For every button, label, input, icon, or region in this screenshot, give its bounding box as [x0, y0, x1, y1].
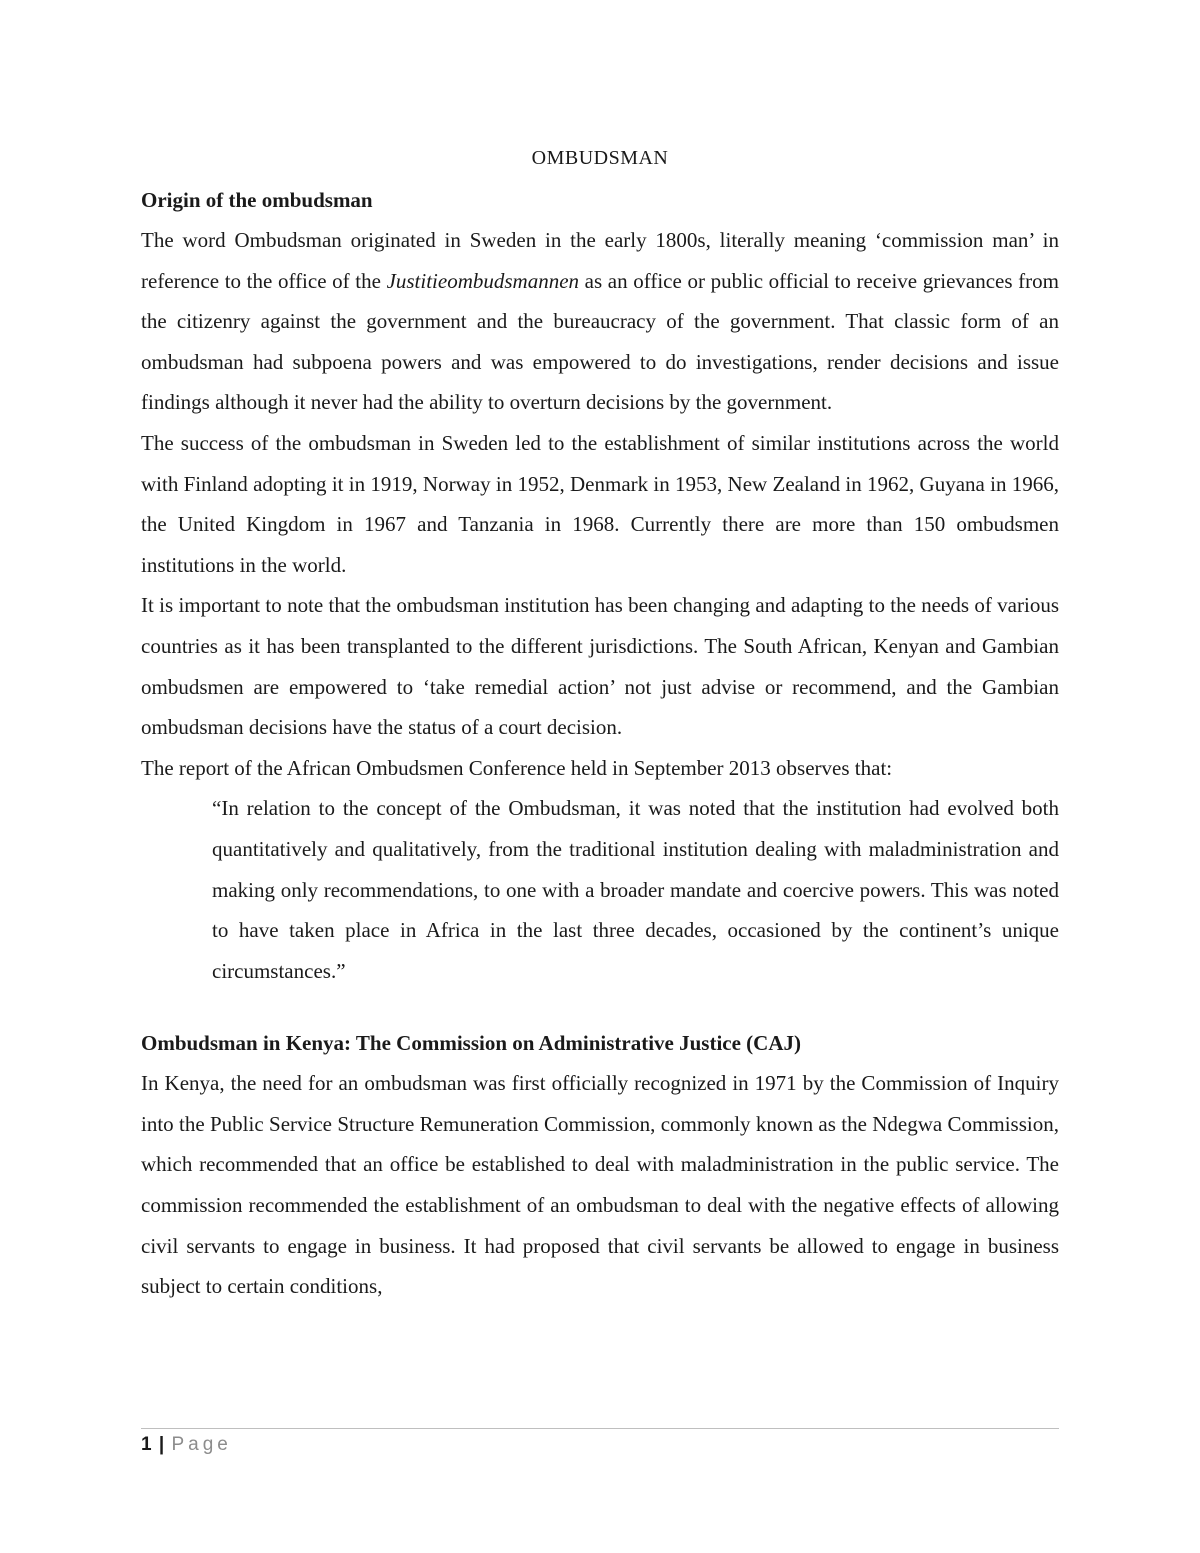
paragraph [141, 1063, 1059, 1307]
paragraph-text: as an office or public official to receive grievances from the citizenry against the government and the bureaucracy of the government. That classic form of an ombudsman had subpoena powers and was empowered to do investigations, render decisions and issue findings although it never had the ability to overturn decisions by the government. [141, 268, 1059, 415]
paragraph-text: In Kenya, the need for an ombudsman was first officially recognized in 1971 by the Commission of Inquiry into the Public Service Structure Remuneration Commission, commonly known as the Ndegwa Commission, which recommended that an office be established to deal with maladministration in the public service. The commission recommended the establishment of an ombudsman to deal with the negative effects of allowing civil servants to engage in business. It had proposed that civil servants be allowed to engage in business subject to certain conditions, [141, 1071, 1059, 1299]
page-label: Page [171, 1434, 232, 1455]
page-footer [141, 1433, 232, 1457]
section-origin [141, 180, 1059, 991]
section-kenya [141, 1023, 1059, 1307]
page-content [141, 140, 1059, 1307]
footer-separator: | [158, 1434, 165, 1455]
footer-divider [141, 1428, 1059, 1429]
paragraph [141, 748, 1059, 789]
paragraph-text: The word Ombudsman originated in Sweden in the early 1800s, literally meaning ‘commission man’ in reference to the office of the [141, 228, 1059, 293]
block-quote: “In relation to the concept of the Ombudsman, it was noted that the institution had evolved both quantitatively and qualitatively, from the traditional institution dealing with maladministration and making only recommendations, to one with a broader mandate and coercive powers. This was noted to have taken place in Africa in the last three decades, occasioned by the continent’s unique circumstances.” [212, 796, 1059, 983]
paragraph [141, 585, 1059, 747]
paragraph-text: It is important to note that the ombudsman institution has been changing and adapting to the needs of various countries as it has been transplanted to the different jurisdictions. The South African, Kenyan and Gambian ombudsmen are empowered to ‘take remedial action’ not just advise or recommend, and the Gambian ombudsman decisions have the status of a court decision. [141, 593, 1059, 740]
page-number: 1 [141, 1434, 152, 1455]
document-title: OMBUDSMAN [531, 147, 669, 169]
paragraph [141, 423, 1059, 585]
paragraph-text: The report of the African Ombudsmen Conference held in September 2013 observes that: [141, 755, 893, 780]
section-heading: Ombudsman in Kenya: The Commission on Administrative Justice (CAJ) [141, 1031, 802, 1056]
paragraph-text: The success of the ombudsman in Sweden led to the establishment of similar institutions across the world with Finland adopting it in 1919, Norway in 1952, Denmark in 1953, New Zealand in 1962, Guyana in 1966, the United Kingdom in 1967 and Tanzania in 1968. Currently there are more than 150 ombudsmen institutions in the world. [141, 430, 1059, 577]
paragraph [141, 220, 1059, 423]
italic-term: Justitieombudsmannen [386, 268, 580, 293]
section-heading: Origin of the ombudsman [141, 188, 373, 212]
section-spacer [141, 991, 1059, 1023]
